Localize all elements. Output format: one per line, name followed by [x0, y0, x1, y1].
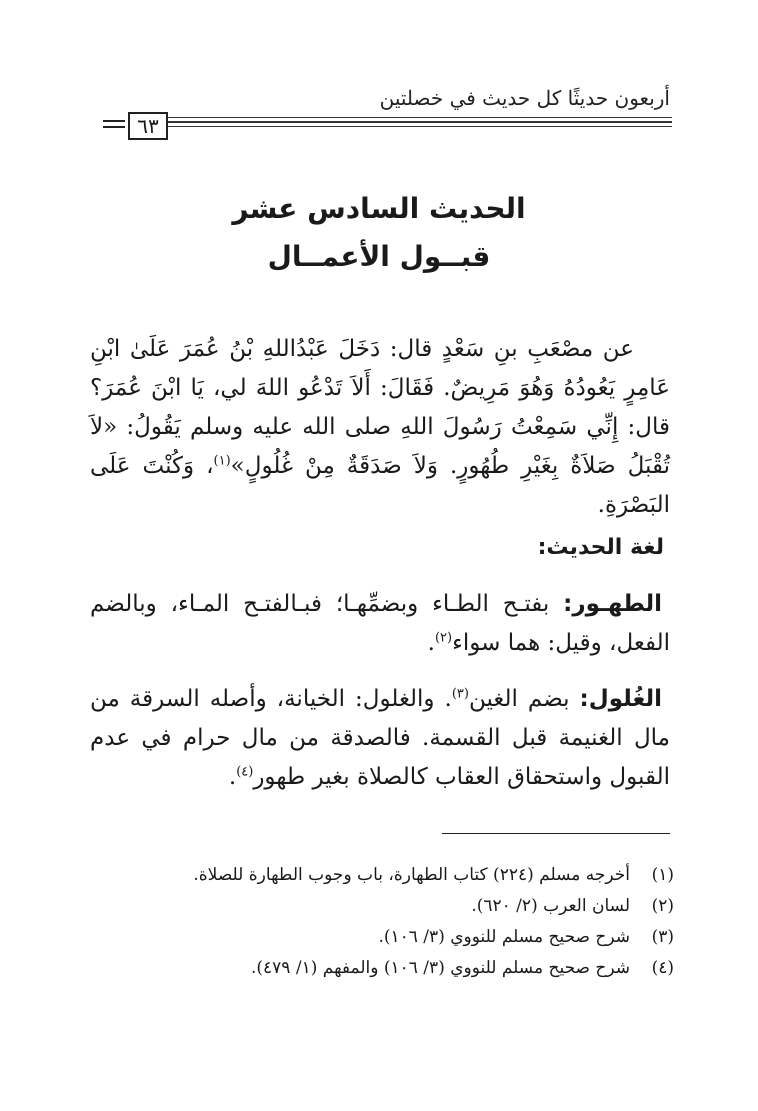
footnote-text: شرح صحيح مسلم للنووي (٣/ ١٠٦) والمفهم (١/ ٤٧٩). [251, 958, 630, 978]
footnote-ref: (٤) [236, 764, 254, 780]
footnote-text: لسان العرب (٢/ ٦٢٠). [471, 896, 630, 916]
footnote-number: (٣) [651, 927, 674, 947]
definition-tahur [90, 585, 670, 663]
page-number: ٦٣ [128, 112, 168, 140]
footnote-number: (٤) [651, 958, 674, 978]
footnote-text: أخرجه مسلم (٢٢٤) كتاب الطهارة، باب وجوب الطهارة للصلاة. [193, 865, 630, 885]
definition-term: الطهـور: [563, 591, 662, 617]
running-header-title: أربعون حديثًا كل حديث في خصلتين [379, 86, 670, 110]
footnote-ref: (٢) [434, 630, 453, 646]
footnote-ref: (٣) [451, 686, 469, 702]
header-rule [168, 117, 672, 118]
footnote-item [90, 891, 674, 922]
definition-term: الغُلول: [579, 686, 663, 712]
header-dash [103, 120, 125, 122]
footnote-item [90, 860, 674, 891]
definition-text: . [228, 764, 237, 790]
section-heading: لغة الحديث: [537, 535, 664, 560]
definition-text: بفتـح الطـاء وبضمِّهـا؛ فبـالفتـح المـاء، وبالضم الفعل، وقيل: هما سواء [90, 591, 670, 656]
footnote-item [90, 953, 674, 984]
footnote-number: (٢) [651, 896, 674, 916]
footnote-text: شرح صحيح مسلم للنووي (٣/ ١٠٦). [378, 927, 630, 947]
footnote-separator [442, 833, 670, 834]
definition-text: . والغلول: الخيانة، وأصله السرقة من مال الغنيمة قبل القسمة. فالصدقة من مال حرام في عدم القبول واستحقاق العقاب كالصلاة بغير طهور [90, 686, 670, 790]
hadith-heading: الحديث السادس عشر [232, 192, 526, 225]
hadith-subtitle: قبــول الأعمــال [267, 240, 491, 273]
header-dash [103, 126, 125, 128]
hadith-text-part: ، وَكُنْتَ عَلَى البَصْرَةِ. [90, 453, 670, 518]
definition-ghulul [90, 680, 670, 797]
definition-text: . [427, 630, 435, 656]
footnote-ref: (١) [213, 453, 231, 469]
header-rule [168, 121, 672, 123]
footnote-item [90, 922, 674, 953]
definition-text: بضم الغين [468, 686, 580, 712]
header-rule [168, 126, 672, 127]
hadith-text-part: عن مصْعَبِ بنِ سَعْدٍ قال: دَخَلَ عَبْدُاللهِ بْنُ عُمَرَ عَلَىٰ ابْنِ عَامِرٍ يَعُودُهُ وَهُوَ مَرِيضٌ. فَقَالَ: أَلاَ تَدْعُو اللهَ لي، يَا ابْنَ عُمَرَ؟ قال: إِنِّي سَمِعْتُ رَسُولَ اللهِ صلى الله عليه وسلم يَقُولُ: «لاَ تُقْبَلُ صَلاَةٌ بِغَيْرِ طُهُورٍ. وَلاَ صَدَقَةٌ مِنْ غُلُولٍ» [90, 336, 671, 479]
hadith-text [90, 330, 670, 525]
footnotes-list [90, 860, 674, 984]
footnote-number: (١) [651, 865, 674, 885]
